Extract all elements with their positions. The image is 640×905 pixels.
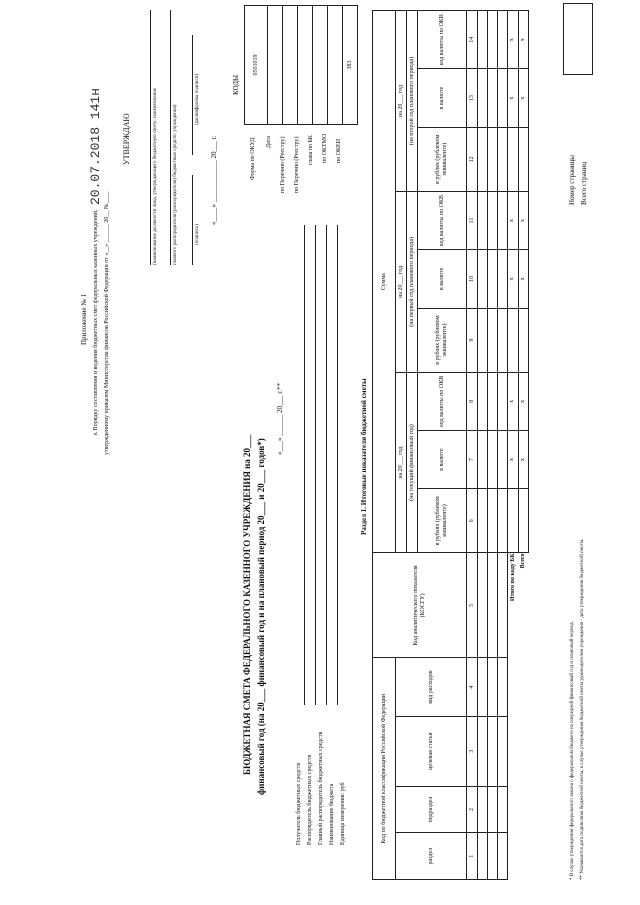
column-numbers-row — [467, 11, 478, 880]
y1-okv: код валюты по ОКВ — [418, 372, 467, 430]
code-date — [268, 6, 283, 125]
y2-okv: код валюты по ОКВ — [418, 191, 467, 249]
y1-rub: в рублях (рублевом эквиваленте) — [418, 489, 467, 553]
decode-caption: (расшифровка подписи) — [195, 73, 200, 125]
page-number-label: Номер страницы — [568, 154, 576, 205]
year3-top: на 20___ год — [396, 11, 407, 192]
year1-sub: (на текущий финансовый год) — [407, 372, 418, 553]
col-section: раздел — [396, 833, 467, 880]
code-label-okud: Форма по ОКУД — [250, 137, 256, 180]
x-mark: x — [518, 191, 528, 249]
code-oktmo — [328, 6, 343, 125]
budget-table — [372, 10, 529, 880]
total-label: Всего — [519, 553, 526, 569]
num-13: 13 — [467, 69, 478, 127]
appendix-line2: к Порядку составления и ведения бюджетных смет федеральных казенных учреждений, — [93, 209, 99, 435]
y3-cur: в валюте — [418, 69, 467, 127]
x-mark: x — [508, 250, 519, 308]
y2-rub: в рублях (рублевом эквиваленте) — [418, 308, 467, 372]
table-row — [478, 11, 488, 880]
approve-caption-1: (наименование должности лица, утверждающего бюджетную смету; наименование — [153, 87, 158, 265]
approve-heading: УТВЕРЖДАЮ — [122, 113, 131, 165]
total-bk-row — [508, 11, 519, 880]
year2-top: на 20___ год — [396, 191, 407, 372]
footnote-1: * В случае утверждения федерального закона о федеральном бюджете на очередной финансовый год и плановый период. — [570, 621, 575, 880]
code-label-bk: глава по БК — [308, 135, 314, 165]
x-mark: x — [518, 430, 528, 488]
code-label-okei: по ОКЕИ — [336, 138, 342, 163]
handwritten-stamp: 20.07.2018 141н — [88, 87, 103, 205]
num-9: 9 — [467, 308, 478, 372]
table-row — [488, 11, 498, 880]
code-okud: 0501019 — [245, 6, 268, 125]
x-mark: x — [518, 250, 528, 308]
total-bk-label: Итого по коду БК — [509, 553, 516, 602]
col-expense-type: вид расходов — [396, 658, 467, 716]
num-3: 3 — [467, 716, 478, 786]
num-14: 14 — [467, 11, 478, 69]
num-6: 6 — [467, 489, 478, 553]
num-12: 12 — [467, 127, 478, 191]
page-number-box — [563, 3, 593, 75]
code-label-date: Дата — [266, 136, 272, 148]
label-recipient: Получатель бюджетных средств — [296, 762, 302, 845]
col-subsection: подраздел — [396, 786, 467, 833]
x-mark: x — [508, 372, 519, 430]
num-4: 4 — [467, 658, 478, 716]
x-mark: x — [508, 191, 519, 249]
section-title: Раздел 1. Итоговые показатели бюджетной сметы — [360, 378, 368, 535]
kosgu-header: Код аналитического показателя (КОСГУ) — [373, 553, 467, 658]
label-main-distributor: Главный распорядитель бюджетных средств — [318, 731, 324, 845]
code-label-registry-2: по Перечню (Реестру) — [294, 136, 300, 193]
code-bk — [313, 6, 328, 125]
y3-rub: в рублях (рублевом эквиваленте) — [418, 127, 467, 191]
year2-sub: (на первый год планового периода) — [407, 191, 418, 372]
col-target: целевая статья — [396, 716, 467, 786]
code-registry-1 — [283, 6, 298, 125]
appendix-title: Приложение № 1 — [80, 293, 88, 345]
bk-code-header: Код по бюджетной классификации Российской Федерации — [373, 658, 396, 880]
document-title: БЮДЖЕТНАЯ СМЕТА ФЕДЕРАЛЬНОГО КАЗЕННОГО УЧРЕЖДЕНИЯ на 20___ — [242, 434, 252, 775]
num-8: 8 — [467, 372, 478, 430]
label-budget-name: Наименование бюджета — [329, 783, 335, 845]
label-unit: Единица измерения: руб — [340, 782, 346, 845]
sign-caption: (подпись) — [195, 224, 200, 245]
code-registry-2 — [298, 6, 313, 125]
code-label-oktmo: по ОКТМО — [322, 133, 328, 163]
num-5: 5 — [467, 553, 478, 658]
num-11: 11 — [467, 191, 478, 249]
code-label-registry-1: по Перечню (Реестру) — [280, 136, 286, 193]
total-row — [518, 11, 528, 880]
num-1: 1 — [467, 833, 478, 880]
num-10: 10 — [467, 250, 478, 308]
table-row — [498, 11, 508, 880]
y3-okv: код валюты по ОКВ — [418, 11, 467, 69]
y1-cur: в валюте — [418, 430, 467, 488]
label-distributor: Распорядитель бюджетных средств — [307, 754, 313, 845]
sum-header: Сумма — [373, 11, 396, 553]
num-7: 7 — [467, 430, 478, 488]
x-mark: x — [518, 11, 528, 69]
num-2: 2 — [467, 786, 478, 833]
title-date: «___» ______ 20___ г.** — [276, 382, 284, 455]
x-mark: x — [518, 69, 528, 127]
year1-top: на 20___ год — [396, 372, 407, 553]
year3-sub: (на второй год планового периода) — [407, 11, 418, 192]
x-mark: x — [508, 430, 519, 488]
codes-header: КОДЫ — [232, 74, 240, 95]
code-okei: 383 — [343, 6, 358, 125]
x-mark: x — [508, 69, 519, 127]
document-subtitle: финансовый год (на 20___ финансовый год и на плановый период 20___ и 20___ годов*) — [256, 438, 266, 795]
appendix-line3: утвержденному приказом Министерства финансов Российской Федерации от «__» ______ 20__ №____ — [104, 191, 110, 455]
y2-cur: в валюте — [418, 250, 467, 308]
approve-caption-2: главного распорядителя (распорядителя) бюджетных средств; учреждения) — [173, 104, 178, 265]
footnote-2: ** Указывается дата подписания бюджетной сметы, в случае утверждения бюджетной сметы руководителем учреждения - дата утверждения бюджетной сметы. — [580, 538, 585, 880]
x-mark: x — [508, 11, 519, 69]
page-total-label: Всего страниц — [580, 161, 588, 205]
approve-date: «____» ____________ 20___ г. — [210, 135, 218, 225]
x-mark: x — [518, 372, 528, 430]
